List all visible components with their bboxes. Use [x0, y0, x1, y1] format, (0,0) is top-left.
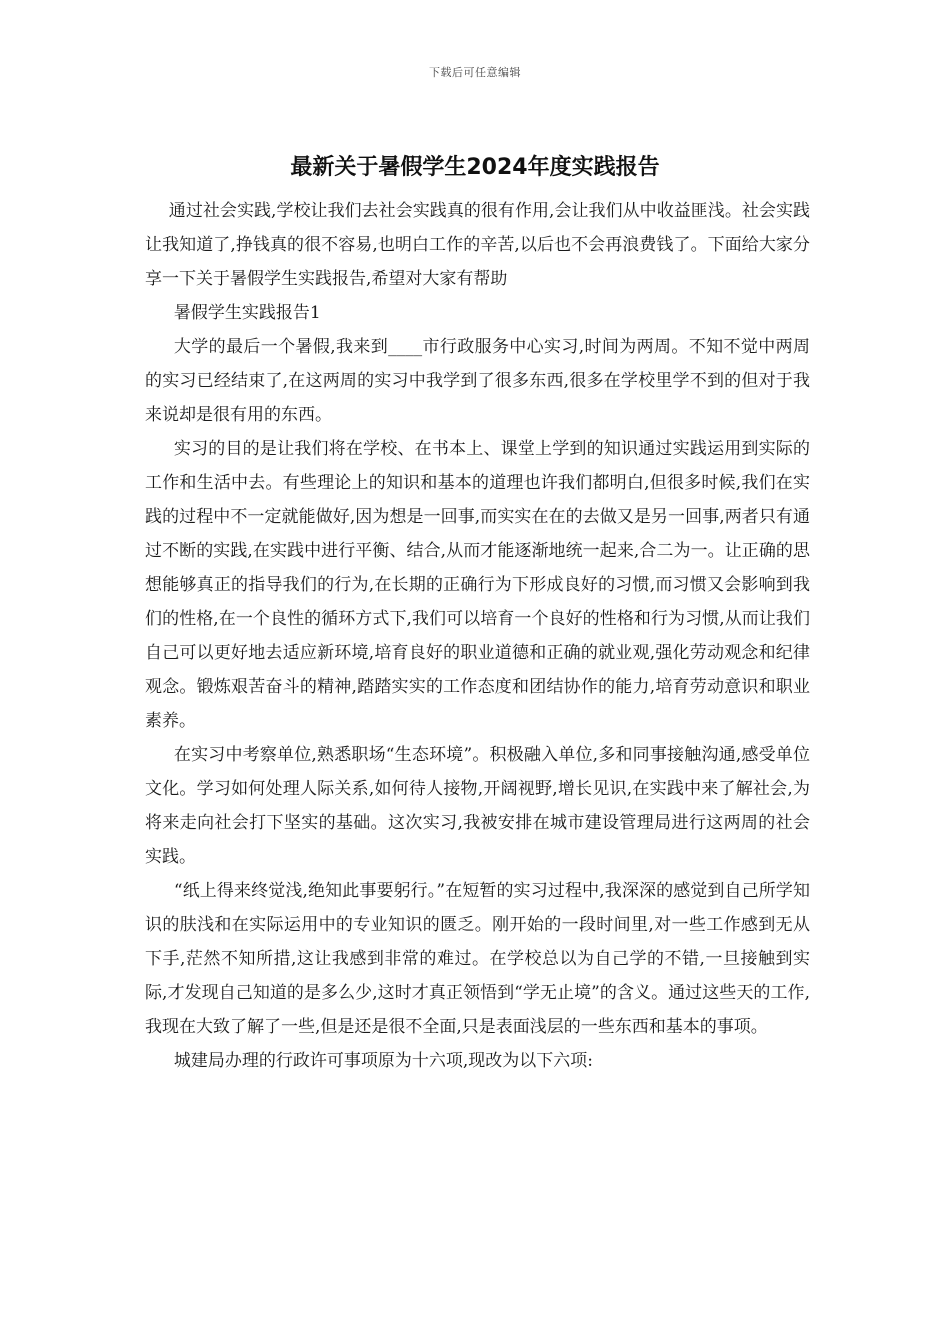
- document-title: 最新关于暑假学生2024年度实践报告: [290, 155, 660, 180]
- section-heading: 暑假学生实践报告1: [173, 303, 321, 323]
- intro-paragraph: 通过社会实践,学校让我们去社会实践真的很有作用,会让我们从中收益匪浅。社会实践让我知道了,挣钱真的很不容易,也明白工作的辛苦,以后也不会再浪费钱了。下面给大家分享一下关于暑假学生实践报告,希望对大家有帮助: [145, 201, 810, 289]
- body-paragraph: 在实习中考察单位,熟悉职场“生态环境”。积极融入单位,多和同事接触沟通,感受单位文化。学习如何处理人际关系,如何待人接物,开阔视野,增长见识,在实践中来了解社会,为将来走向社会打下坚实的基础。这次实习,我被安排在城市建设管理局进行这两周的社会实践。: [145, 745, 810, 867]
- header-note: 下载后可任意编辑: [429, 66, 521, 79]
- body-paragraph: 城建局办理的行政许可事项原为十六项,现改为以下六项:: [173, 1051, 594, 1071]
- body-paragraph: “纸上得来终觉浅,绝知此事要躬行。”在短暂的实习过程中,我深深的感觉到自己所学知识的肤浅和在实际运用中的专业知识的匮乏。刚开始的一段时间里,对一些工作感到无从下手,茫然不知所措,这让我感到非常的难过。在学校总以为自己学的不错,一旦接触到实际,才发现自己知道的是多么少,这时才真正领悟到“学无止境”的含义。通过这些天的工作,我现在大致了解了一些,但是还是很不全面,只是表面浅层的一些东西和基本的事项。: [145, 881, 810, 1037]
- document-body: [145, 194, 810, 1078]
- body-paragraph: 实习的目的是让我们将在学校、在书本上、课堂上学到的知识通过实践运用到实际的工作和生活中去。有些理论上的知识和基本的道理也许我们都明白,但很多时候,我们在实践的过程中不一定就能做好,因为想是一回事,而实实在在的去做又是另一回事,两者只有通过不断的实践,在实践中进行平衡、结合,从而才能逐渐地统一起来,合二为一。让正确的思想能够真正的指导我们的行为,在长期的正确行为下形成良好的习惯,而习惯又会影响到我们的性格,在一个良性的循环方式下,我们可以培育一个良好的性格和行为习惯,从而让我们自己可以更好地去适应新环境,培育良好的职业道德和正确的就业观,强化劳动观念和纪律观念。锻炼艰苦奋斗的精神,踏踏实实的工作态度和团结协作的能力,培育劳动意识和职业素养。: [145, 439, 810, 731]
- body-paragraph: 大学的最后一个暑假,我来到____市行政服务中心实习,时间为两周。不知不觉中两周的实习已经结束了,在这两周的实习中我学到了很多东西,很多在学校里学不到的但对于我来说却是很有用的东西。: [145, 337, 810, 425]
